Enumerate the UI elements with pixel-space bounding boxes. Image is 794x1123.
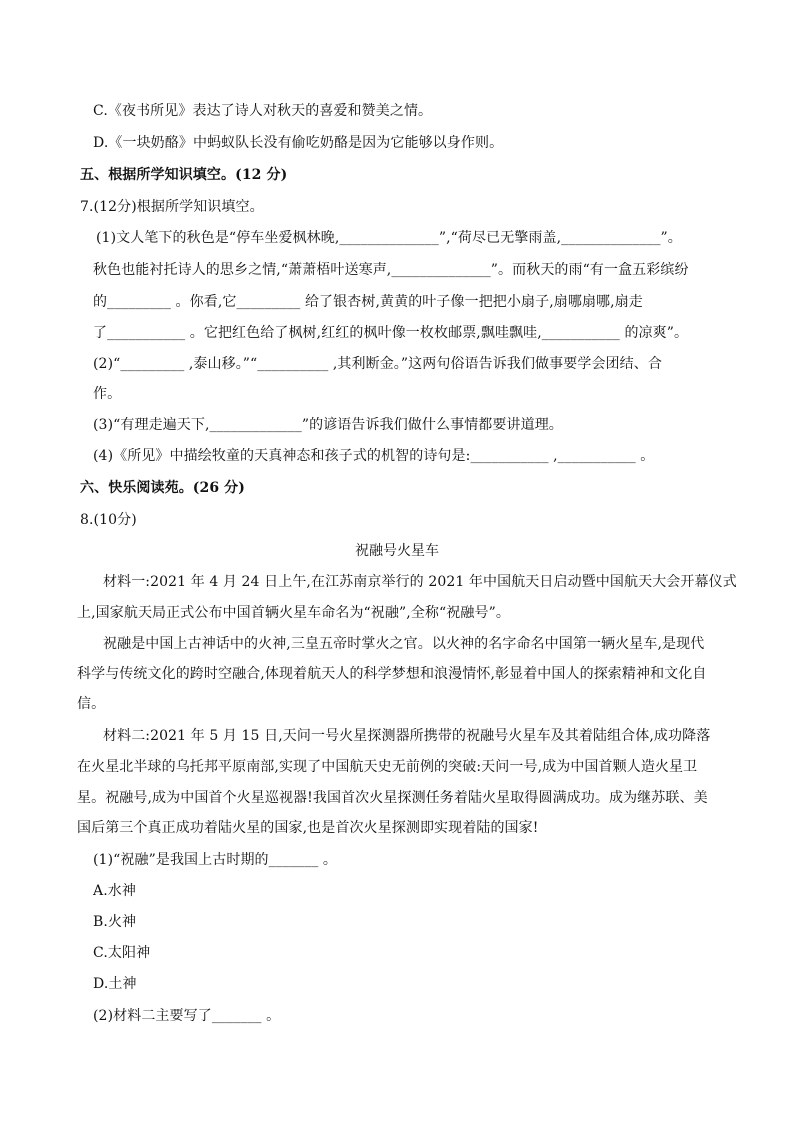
material-two-line1: 材料二:2021 年 5 月 15 日,天问一号火星探测器所携带的祝融号火星车及其着陆组合体,成功降落 — [103, 728, 711, 744]
q7-part1-line4: 了___________ 。它把红色给了枫树,红红的枫叶像一枚枚邮票,飘哇飘哇,___________ 的凉爽”。 — [93, 325, 689, 341]
material-two-line4: 国后第三个真正成功着陆火星的国家,也是首次火星探测即实现着陆的国家! — [77, 820, 539, 836]
option-d: D.土神 — [93, 976, 137, 992]
q7-part4-line: (4)《所见》中描绘牧童的天真神态和孩子式的机智的诗句是:___________ ,___________ 。 — [93, 448, 655, 464]
option-d-line: D.《一块奶酪》中蚂蚁队长没有偷吃奶酪是因为它能够以身作则。 — [93, 135, 504, 151]
q7-part1-line3: 的_________ 。你看,它_________ 给了银杏树,黄黄的叶子像一把把小扇子,扇哪扇哪,扇走 — [93, 294, 643, 310]
section-five-heading: 五、根据所学知识填空。(12 分) — [80, 167, 288, 183]
material-two-line3: 星。祝融号,成为中国首个火星巡视器!我国首次火星探测任务着陆火星取得圆满成功。成为继苏联、美 — [77, 790, 708, 806]
material-one-line1: 材料一:2021 年 4 月 24 日上午,在江苏南京举行的 2021 年中国航天日启动暨中国航天大会开幕仪式 — [103, 574, 737, 590]
paragraph-line2: 科学与传统文化的跨时空融合,体现着航天人的科学梦想和浪漫情怀,彰显着中国人的探索精神和文化自 — [77, 666, 707, 682]
option-c-line: C.《夜书所见》表达了诗人对秋天的喜爱和赞美之情。 — [93, 103, 433, 119]
paragraph-line3: 信。 — [77, 696, 106, 712]
material-one-line2: 上,国家航天局正式公布中国首辆火星车命名为“祝融”,全称“祝融号”。 — [77, 605, 510, 621]
question-8-heading: 8.(10分) — [80, 512, 137, 528]
q7-part3-line: (3)“有理走遍天下,_____________”的谚语告诉我们做什么事情都要讲道理。 — [93, 417, 563, 433]
q7-part1-line1: (1)文人笔下的秋色是“停车坐爱枫林晚,______________”,“荷尽已无擎雨盖,______________”。 — [96, 230, 682, 246]
q7-part2-line2: 作。 — [93, 386, 122, 402]
material-two-line2: 在火星北半球的乌托邦平原南部,实现了中国航天史无前例的突破:天问一号,成为中国首颗人造火星卫 — [77, 759, 698, 775]
option-c: C.太阳神 — [93, 945, 151, 961]
option-b: B.火神 — [93, 914, 137, 930]
section-six-heading: 六、快乐阅读苑。(26 分) — [80, 480, 246, 496]
q8-part1-question: (1)“祝融”是我国上古时期的_______ 。 — [93, 852, 337, 868]
option-a: A.水神 — [93, 883, 136, 899]
q7-part2-line1: (2)“_________ ,泰山移。”“__________ ,其利断金。”这两句俗语告诉我们做事要学会团结、合 — [93, 356, 662, 372]
paragraph-line1: 祝融是中国上古神话中的火神,三皇五帝时掌火之官。以火神的名字命名中国第一辆火星车,是现代 — [103, 636, 705, 652]
question-7-heading: 7.(12分)根据所学知识填空。 — [80, 199, 264, 215]
q7-part1-line2: 秋色也能衬托诗人的思乡之情,“萧萧梧叶送寒声,______________”。而秋天的雨“有一盒五彩缤纷 — [93, 262, 689, 278]
q8-part2-question: (2)材料二主要写了_______ 。 — [93, 1008, 281, 1024]
passage-title: 祝融号火星车 — [355, 543, 439, 559]
